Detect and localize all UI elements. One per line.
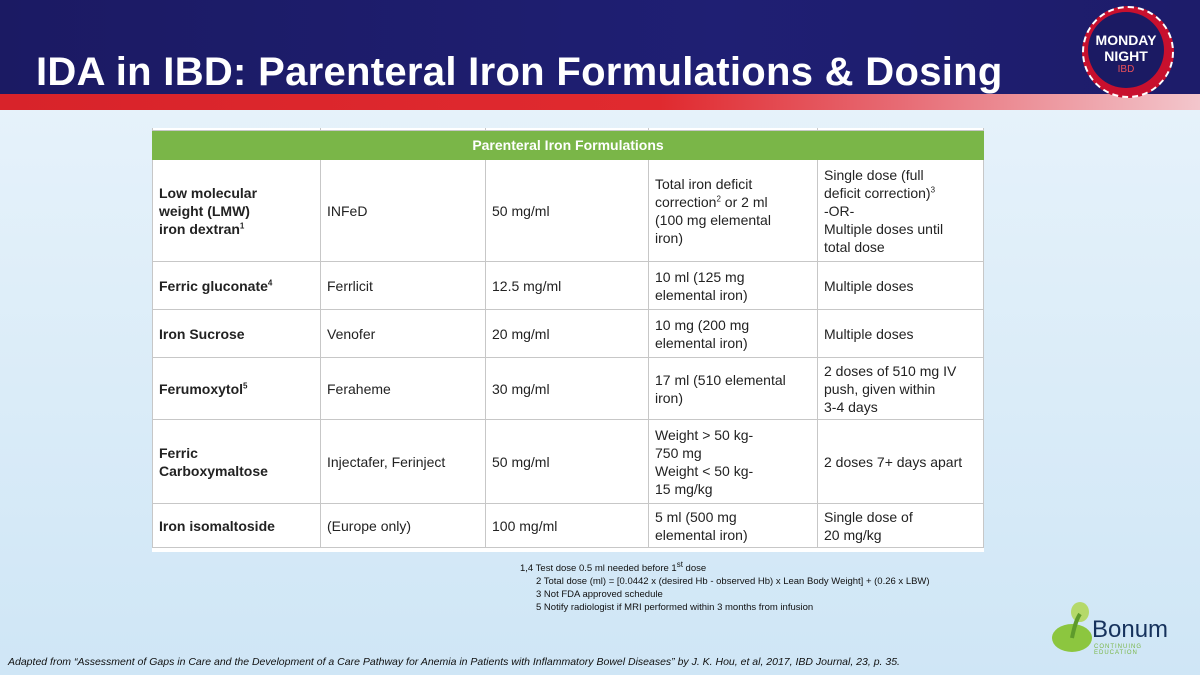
table-row	[153, 420, 984, 504]
bonum-leaf-icon	[1046, 598, 1098, 656]
slide-title: IDA in IBD: Parenteral Iron Formulations & Dosing	[36, 50, 1003, 94]
logo-text-ibd: IBD	[1117, 64, 1135, 75]
dose: 10 mg (200 mg elemental iron)	[649, 310, 818, 358]
bonum-logo	[1046, 598, 1186, 656]
concentration: 50 mg/ml	[486, 160, 649, 262]
formulation-name: Iron Sucrose	[153, 310, 321, 358]
table-row	[153, 504, 984, 548]
table-row	[153, 262, 984, 310]
concentration: 100 mg/ml	[486, 504, 649, 548]
source-citation: Adapted from “Assessment of Gaps in Care and the Development of a Care Pathway for Anemia in Patients with Inflammatory Bowel Diseases” by J. K. Hou, et al, 2017, IBD Journal, 23, p. 35.	[8, 656, 900, 668]
brand-name: Ferrlicit	[321, 262, 486, 310]
logo-badge	[1088, 12, 1164, 88]
formulation-name: Iron isomaltoside	[153, 504, 321, 548]
formulation-name: Ferumoxytol$^5$	[153, 358, 321, 420]
table-row	[153, 358, 984, 420]
brand-name: Injectafer, Ferinject	[321, 420, 486, 504]
brand-name: (Europe only)	[321, 504, 486, 548]
footnotes	[520, 559, 990, 614]
formulations-table-panel	[152, 128, 984, 552]
concentration: 50 mg/ml	[486, 420, 649, 504]
bonum-tagline: CONTINUING EDUCATION	[1094, 644, 1142, 656]
formulation-name: Low molecular weight (LMW) iron dextran$^1$	[153, 160, 321, 262]
logo-text-night: NIGHT	[1104, 48, 1148, 64]
dose: 5 ml (500 mg elemental iron)	[649, 504, 818, 548]
monday-night-ibd-logo	[1082, 6, 1174, 98]
schedule: Single dose (full deficit correction)$^3$ -OR- Multiple doses until total dose	[818, 160, 984, 262]
dose: Weight > 50 kg- 750 mg Weight < 50 kg- 15 mg/kg	[649, 420, 818, 504]
slide-header	[0, 0, 1200, 94]
concentration: 30 mg/ml	[486, 358, 649, 420]
table-heading: Parenteral Iron Formulations	[153, 131, 984, 160]
schedule: 2 doses of 510 mg IV push, given within 3-4 days	[818, 358, 984, 420]
concentration: 20 mg/ml	[486, 310, 649, 358]
footnote-test-dose: 1,4 Test dose 0.5 ml needed before 1st dose	[520, 559, 707, 574]
table-row	[153, 310, 984, 358]
brand-name: Feraheme	[321, 358, 486, 420]
logo-text-monday: MONDAY	[1095, 32, 1157, 48]
schedule: Multiple doses	[818, 262, 984, 310]
dose: Total iron deficit correction$^2$ or 2 ml (100 mg elemental iron)	[649, 160, 818, 262]
table-heading-row	[153, 131, 984, 160]
brand-name: INFeD	[321, 160, 486, 262]
parenteral-iron-table	[152, 128, 984, 548]
schedule: 2 doses 7+ days apart	[818, 420, 984, 504]
dose: 17 ml (510 elemental iron)	[649, 358, 818, 420]
formulation-name: Ferric Carboxymaltose	[153, 420, 321, 504]
formulation-name: Ferric gluconate$^4$	[153, 262, 321, 310]
footnote-total-dose: 2 Total dose (ml) = [0.0442 x (desired Hb - observed Hb) x Lean Body Weight] + (0.26 x LBW)	[536, 576, 930, 587]
brand-name: Venofer	[321, 310, 486, 358]
dose: 10 ml (125 mg elemental iron)	[649, 262, 818, 310]
table-row	[153, 160, 984, 262]
footnote-not-fda: 3 Not FDA approved schedule	[536, 589, 663, 600]
schedule: Multiple doses	[818, 310, 984, 358]
header-accent-band	[0, 94, 1200, 110]
bonum-name: Bonum	[1092, 616, 1169, 643]
footnote-mri: 5 Notify radiologist if MRI performed within 3 months from infusion	[536, 602, 814, 613]
schedule: Single dose of 20 mg/kg	[818, 504, 984, 548]
concentration: 12.5 mg/ml	[486, 262, 649, 310]
